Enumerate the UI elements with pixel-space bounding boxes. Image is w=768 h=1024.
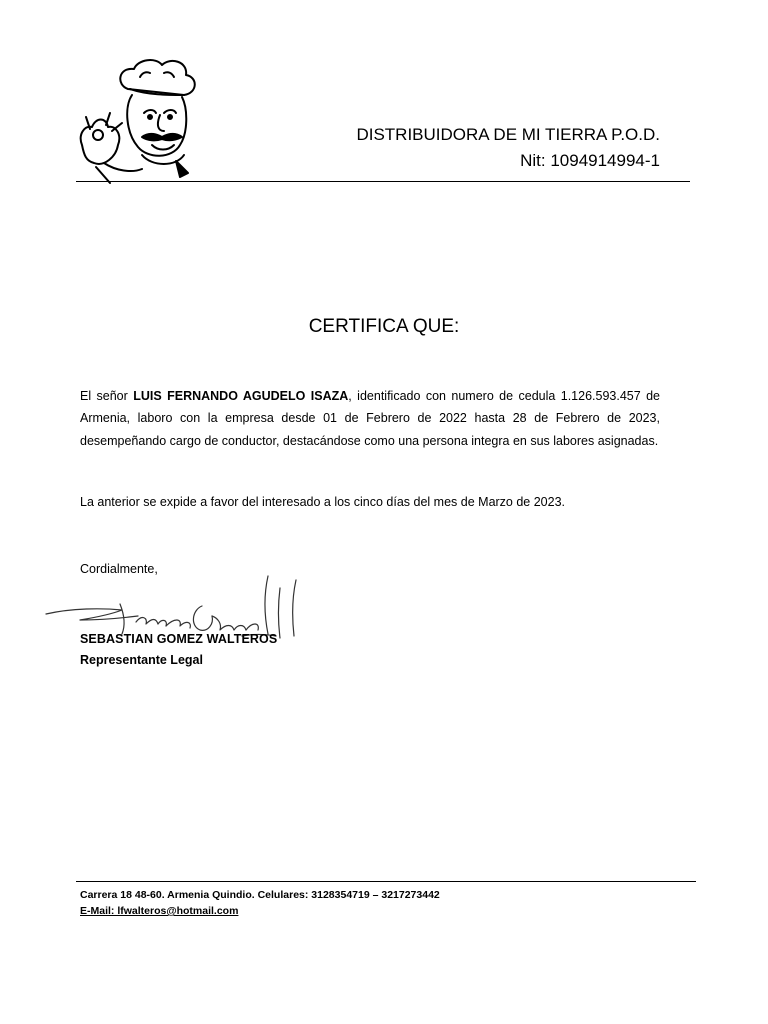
signer-role: Representante Legal — [80, 653, 203, 667]
signer-name: SEBASTIAN GOMEZ WALTEROS — [80, 632, 278, 646]
closing-salutation: Cordialmente, — [80, 562, 158, 576]
certification-paragraph — [80, 385, 660, 452]
footer-divider — [76, 881, 696, 882]
person-name: LUIS FERNANDO AGUDELO ISAZA — [133, 389, 349, 403]
paragraph-prefix: El señor — [80, 389, 134, 403]
footer-address: Carrera 18 48-60. Armenia Quindio. Celulares: 3128354719 – 3217273442 — [80, 889, 440, 901]
chef-logo-icon — [76, 55, 216, 185]
header-divider — [76, 181, 690, 182]
company-name: DISTRIBUIDORA DE MI TIERRA P.O.D. — [356, 125, 660, 144]
paragraph-suffix: , identificado con numero de cedula 1.126.593.457 de Armenia, laboro con la empresa desde 01 de Febrero de 2022 hasta 28 de Febrero de 2023, desempeñando cargo de conductor, destacándose como una persona integra en sus labores asignadas. — [80, 389, 660, 448]
footer-email-link[interactable]: E-Mail: lfwalteros@hotmail.com — [80, 905, 239, 917]
company-nit: Nit: 1094914994-1 — [520, 151, 660, 170]
document-title: CERTIFICA QUE: — [308, 316, 460, 337]
issue-paragraph: La anterior se expide a favor del interesado a los cinco días del mes de Marzo de 2023. — [80, 495, 566, 509]
